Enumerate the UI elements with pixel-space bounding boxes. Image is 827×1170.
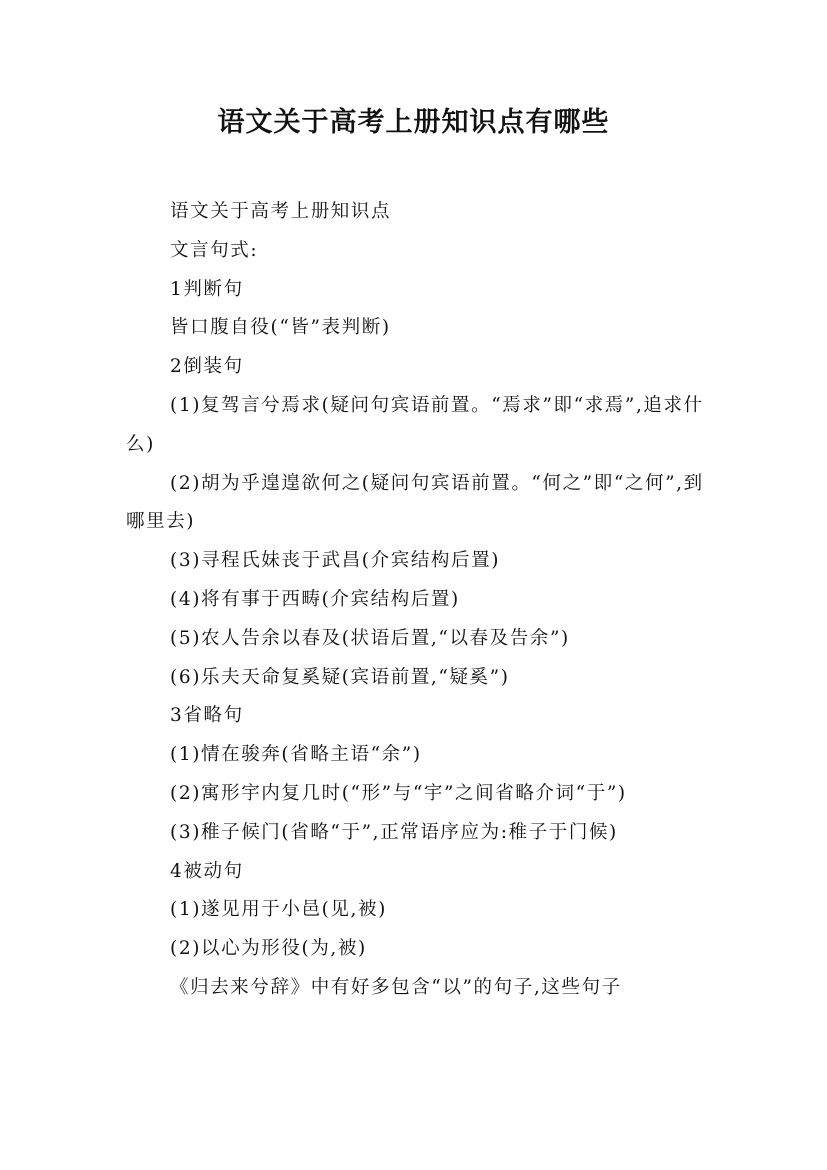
paragraph: 文言句式: (170, 239, 259, 261)
paragraph: (1)复驾言兮焉求(疑问句宾语前置。“焉求”即“求焉”,追求什么) (126, 394, 704, 455)
paragraph: (2)胡为乎遑遑欲何之(疑问句宾语前置。“何之”即“之何”,到哪里去) (126, 472, 704, 533)
paragraph: (5)农人告余以春及(状语后置,“以春及告余”) (170, 627, 570, 649)
document-title: 语文关于高考上册知识点有哪些 (217, 107, 610, 138)
paragraph: (6)乐夫天命复奚疑(宾语前置,“疑奚”) (170, 666, 510, 688)
paragraph: (4)将有事于西畴(介宾结构后置) (170, 588, 460, 610)
paragraph: (2)以心为形役(为,被) (170, 938, 367, 960)
paragraph: (1)遂见用于小邑(见,被) (170, 899, 387, 921)
paragraph: 1判断句 (170, 278, 244, 300)
document-body (126, 193, 706, 1008)
paragraph: 2倒装句 (170, 356, 244, 378)
paragraph: (3)稚子候门(省略“于”,正常语序应为:稚子于门候) (170, 821, 618, 843)
paragraph: 语文关于高考上册知识点 (170, 201, 392, 222)
paragraph: 皆口腹自役(“皆”表判断) (170, 317, 391, 339)
paragraph: 《归去来兮辞》中有好多包含“以”的句子,这些句子 (170, 976, 622, 998)
paragraph: (2)寓形宇内复几时(“形”与“宇”之间省略介词“于”) (170, 782, 627, 804)
paragraph: 4被动句 (170, 860, 244, 882)
paragraph: (3)寻程氏妹丧于武昌(介宾结构后置) (170, 550, 501, 572)
paragraph: 3省略句 (170, 705, 244, 727)
paragraph: (1)情在骏奔(省略主语“余”) (170, 744, 422, 766)
